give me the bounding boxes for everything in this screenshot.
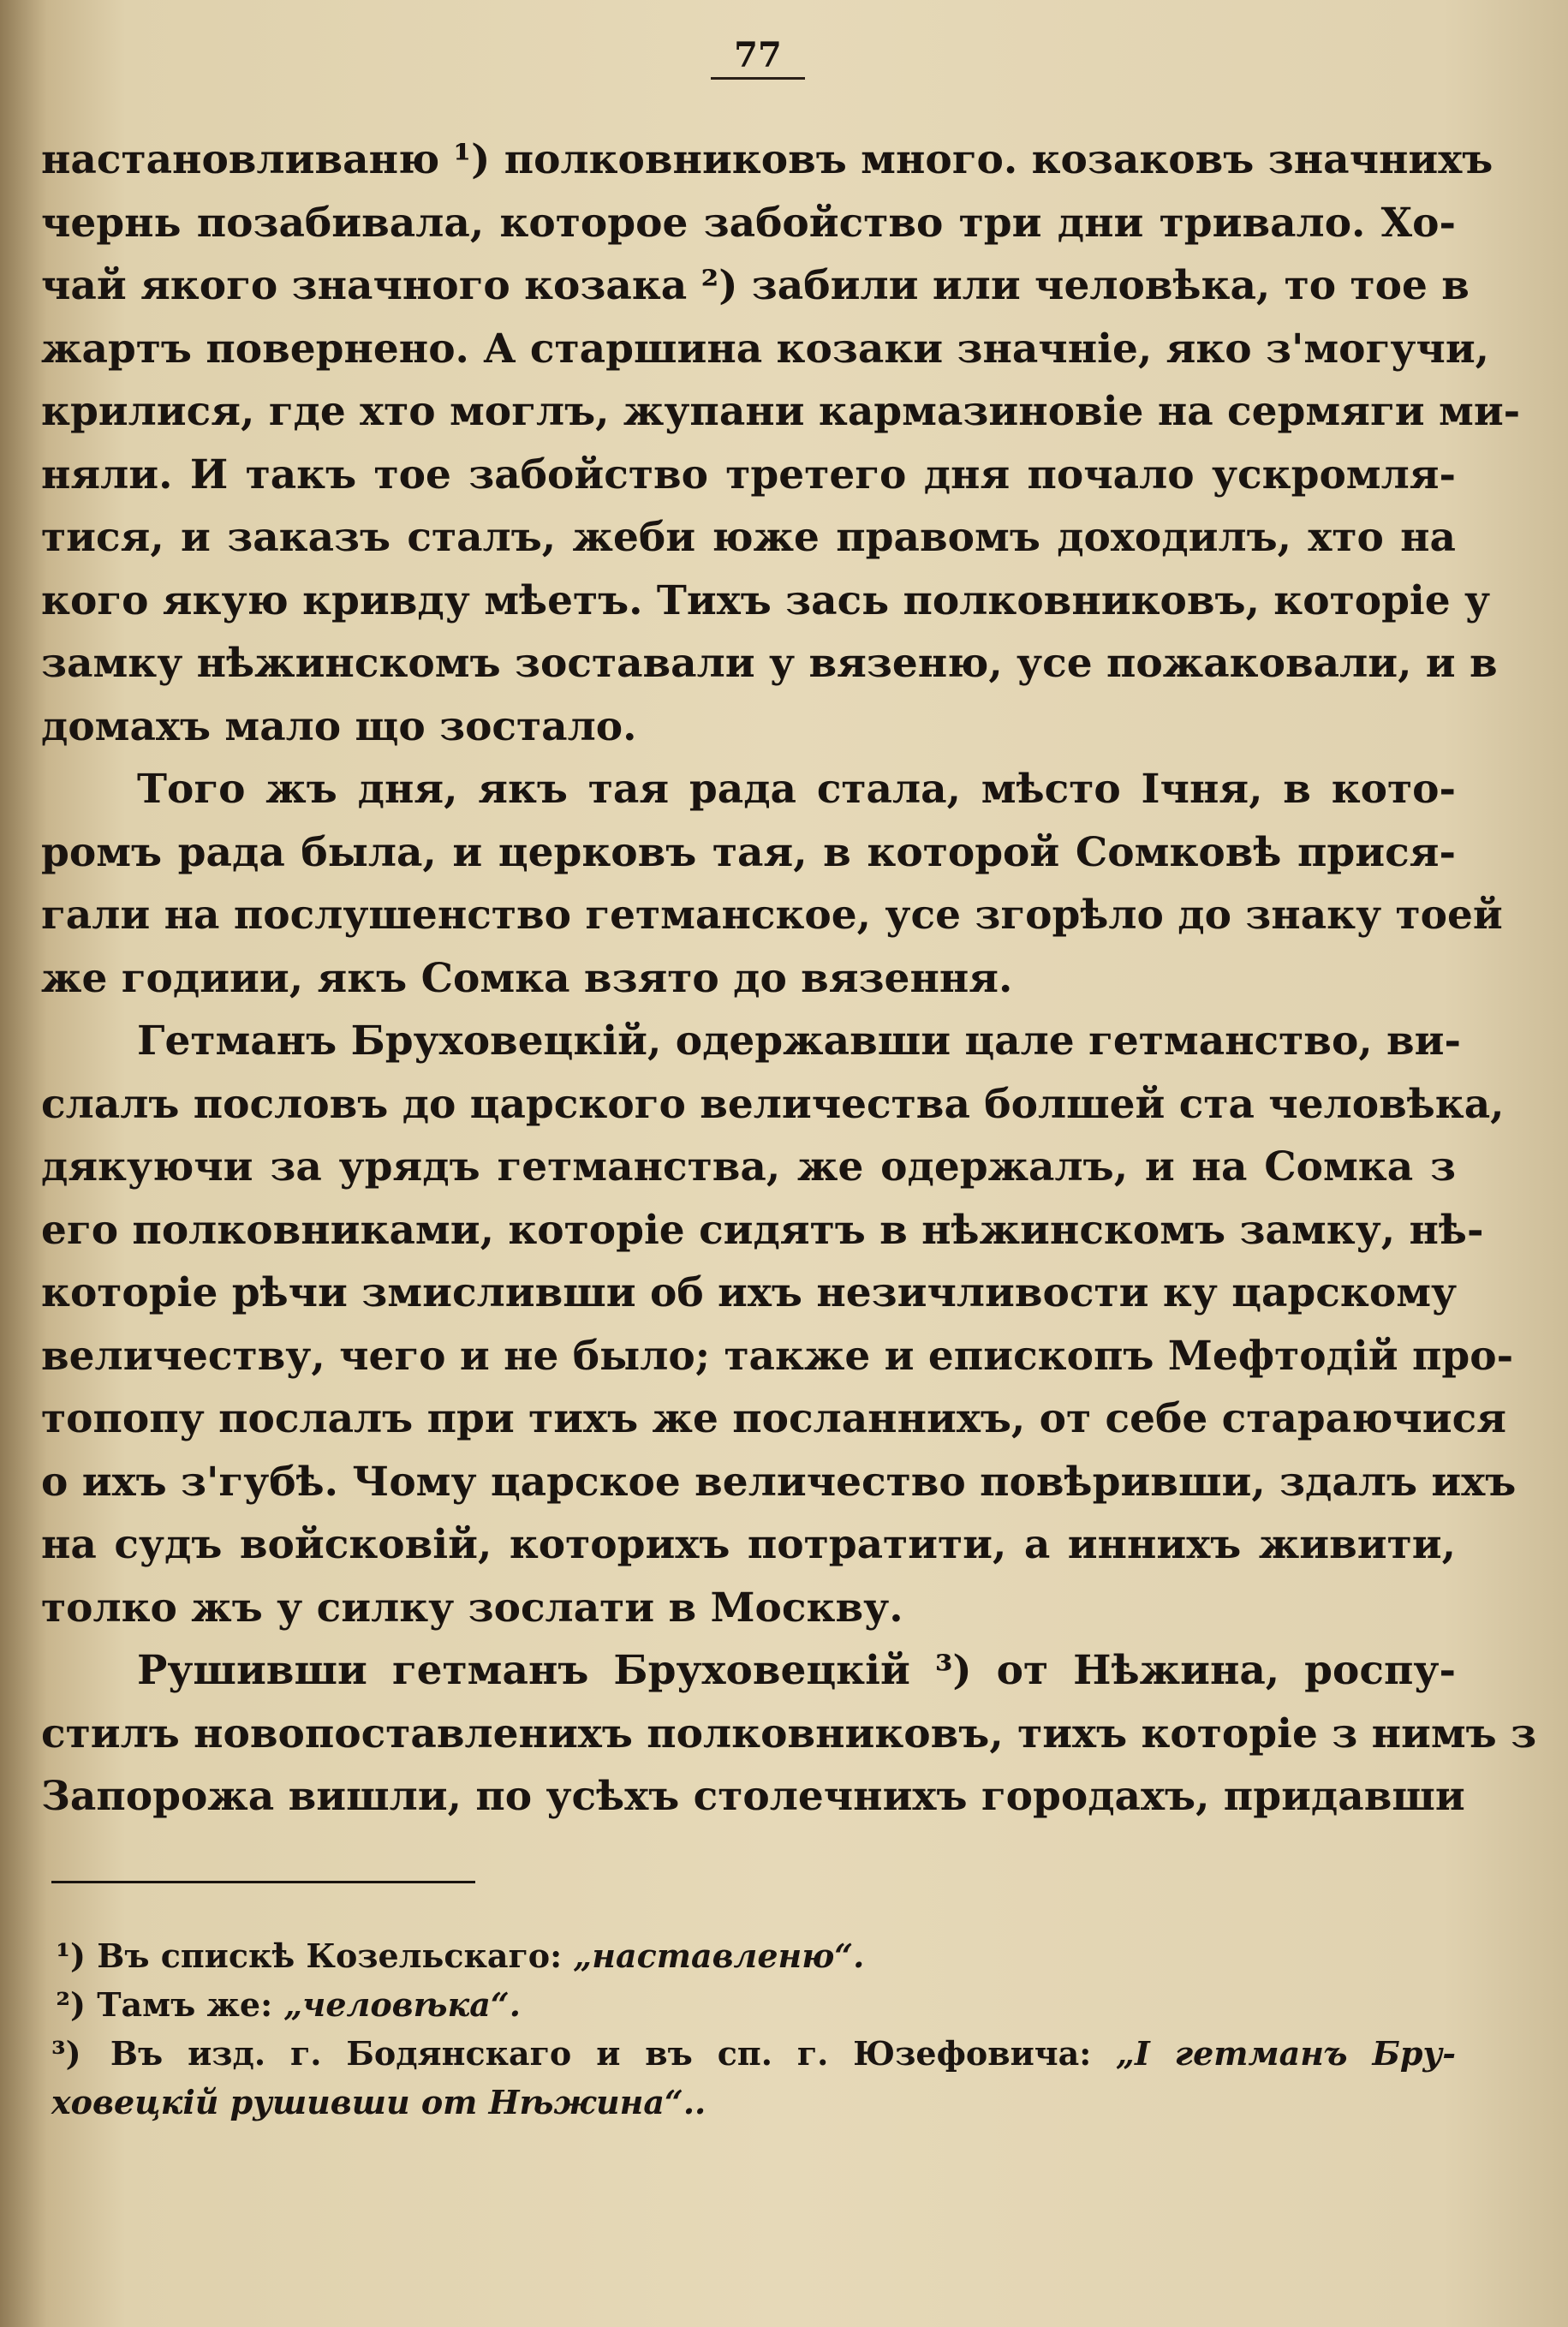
text-line: которіе рѣчи змисливши об ихъ незичливости ку царскому — [41, 1269, 1458, 1316]
text-line: настановливаню ¹) полковниковъ много. козаковъ значнихъ — [41, 136, 1493, 183]
footnote-3-continued — [51, 2078, 1456, 2127]
text-line: стилъ новопоставленихъ полковниковъ, тихъ которіе з нимъ з — [41, 1709, 1537, 1757]
text-line: гали на послушенство гетманское, усе згорѣло до знаку тоей — [41, 892, 1503, 939]
footnote-text: Въ изд. г. Бодянскаго и въ сп. г. Юзефовича: — [110, 2034, 1117, 2073]
text-line: кого якую кривду мѣетъ. Тихъ зась полковниковъ, которіе у — [41, 576, 1491, 624]
text-line: няли. И такъ тое забойство третего дня почало ускромля- — [41, 450, 1456, 498]
footnote-2 — [51, 1980, 1456, 2029]
text-line: же годиии, якъ Сомка взято до вязення. — [41, 954, 1013, 1002]
text-line: Рушивши гетманъ Бруховецкій ³) от Нѣжина, роспу- — [137, 1647, 1456, 1694]
text-line: ромъ рада была, и церковъ тая, в которой Сомковѣ прися- — [41, 828, 1456, 876]
text-line: о ихъ з'губѣ. Чому царское величество повѣривши, здалъ ихъ — [41, 1458, 1517, 1506]
text-line: крилися, где хто моглъ, жупани кармазиновіе на сермяги ми- — [41, 388, 1521, 435]
text-line: Запорожа вишли, по усѣхъ столечнихъ городахъ, придавши — [41, 1773, 1465, 1820]
text-line: толко жъ у силку зослати в Москву. — [41, 1584, 903, 1632]
footnote-quote: „І гетманъ Бру- — [1116, 2034, 1456, 2073]
text-line: домахъ мало що зостало. — [41, 702, 637, 750]
footnote-text: Въ спискѣ Козельскаго: — [97, 1936, 574, 1975]
main-text — [41, 128, 1537, 1829]
page-number: 77 — [711, 34, 805, 80]
text-line: Гетманъ Бруховецкій, одержавши цале гетманство, ви- — [137, 1017, 1462, 1065]
footnote-divider — [51, 1881, 475, 1883]
footnote-3 — [51, 2029, 1456, 2078]
text-line: Того жъ дня, якъ тая рада стала, мѣсто Ічня, в кото- — [137, 766, 1456, 813]
text-line: чай якого значного козака ²) забили или человѣка, то тое в — [41, 262, 1470, 309]
text-line: на судъ войсковій, которихъ потратити, а иннихъ живити, — [41, 1521, 1456, 1568]
text-line: тися, и заказъ сталъ, жеби юже правомъ доходилъ, хто на — [41, 514, 1456, 561]
footnote-quote: „человѣка“. — [283, 1985, 521, 2024]
footnote-number: ¹) — [56, 1936, 86, 1975]
text-line: его полковниками, которіе сидятъ в нѣжинскомъ замку, нѣ- — [41, 1206, 1484, 1254]
footnote-quote: ховецкій рушивши от Нѣжина“.. — [51, 2083, 706, 2121]
text-line: замку нѣжинскомъ зоставали у вязеню, усе пожаковали, и в — [41, 640, 1498, 687]
text-line: чернь позабивала, которое забойство три дни тривало. Хо- — [41, 199, 1456, 247]
text-line: топопу послалъ при тихъ же посланнихъ, от себе стараючися — [41, 1395, 1506, 1442]
text-line: величеству, чего и не было; также и епископъ Мефтодій про- — [41, 1332, 1514, 1380]
text-line: жартъ повернено. А старшина козаки значніе, яко з'могучи, — [41, 325, 1490, 373]
footnotes — [51, 1931, 1456, 2127]
text-line: дякуючи за урядъ гетманства, же одержалъ, и на Сомка з — [41, 1143, 1456, 1190]
footnote-text: Тамъ же: — [97, 1985, 284, 2024]
footnote-number: ²) — [56, 1985, 86, 2024]
text-line: слалъ пословъ до царского величества болшей ста человѣка, — [41, 1080, 1505, 1128]
footnote-1 — [51, 1931, 1456, 1980]
footnote-number: ³) — [51, 2034, 81, 2073]
footnote-quote: „наставленю“. — [573, 1936, 865, 1975]
